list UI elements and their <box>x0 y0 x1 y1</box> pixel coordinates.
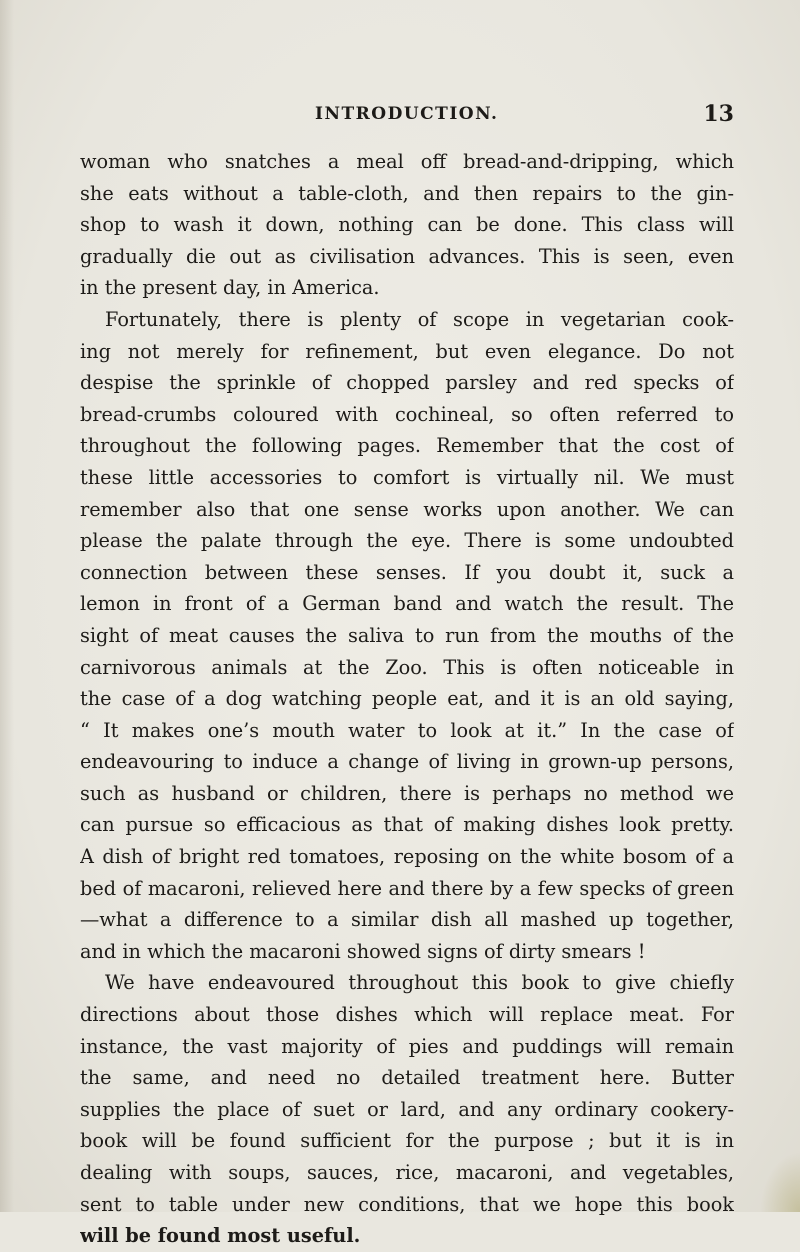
text-line: “ It makes one’s mouth water to look at it.” In the case of <box>80 718 734 742</box>
text-line: please the palate through the eye. There is some undoubted <box>80 529 734 553</box>
text-line: bread-crumbs coloured with cochineal, so often referred to <box>80 402 734 426</box>
text-line: remember also that one sense works upon another. We can <box>80 497 734 521</box>
text-line: bed of macaroni, relieved here and there by a few specks of green <box>80 876 734 900</box>
text-line: gradually die out as civilisation advances. This is seen, even <box>80 244 734 268</box>
text-line: can pursue so efficacious as that of making dishes look pretty. <box>80 813 734 837</box>
text-line: dealing with soups, sauces, rice, macaroni, and vegetables, <box>80 1161 734 1184</box>
text-line: and in which the macaroni showed signs of dirty smears ! <box>80 939 646 963</box>
page-number: 13 <box>703 101 734 127</box>
text-line: lemon in front of a German band and watch the result. The <box>80 592 734 616</box>
text-line: supplies the place of suet or lard, and any ordinary cookery- <box>80 1097 734 1121</box>
running-title: INTRODUCTION. <box>315 104 499 124</box>
text-line: sent to table under new conditions, that we hope this book <box>80 1192 734 1216</box>
text-line: We have endeavoured throughout this book to give chiefly <box>105 971 734 995</box>
text-line: will be found most useful. <box>80 1224 361 1248</box>
text-line: in the present day, in America. <box>80 276 380 300</box>
text-line: instance, the vast majority of pies and puddings will remain <box>80 1034 734 1058</box>
text-line: shop to wash it down, nothing can be done. This class will <box>80 213 734 237</box>
text-line: ing not merely for refinement, but even elegance. Do not <box>80 339 734 363</box>
page-gutter-shadow <box>0 0 14 1212</box>
text-line: —what a difference to a similar dish all mashed up together, <box>80 908 734 932</box>
text-line: sight of meat causes the saliva to run from the mouths of the <box>80 623 734 647</box>
text-line: directions about those dishes which will replace meat. For <box>80 1003 734 1027</box>
text-line: throughout the following pages. Remember that the cost of <box>80 434 734 458</box>
text-line: connection between these senses. If you doubt it, suck a <box>80 560 734 584</box>
body-text <box>80 146 734 1252</box>
page-corner-stain <box>760 1152 800 1212</box>
text-line: the case of a dog watching people eat, and it is an old saying, <box>80 687 734 711</box>
running-head <box>80 101 734 130</box>
text-line: the same, and need no detailed treatment here. Butter <box>80 1066 734 1090</box>
text-line: woman who snatches a meal off bread-and-dripping, which <box>80 150 734 173</box>
text-line: these little accessories to comfort is virtually nil. We must <box>80 465 734 489</box>
text-line: book will be found sufficient for the purpose ; but it is in <box>80 1129 734 1153</box>
text-line: carnivorous animals at the Zoo. This is often noticeable in <box>80 655 734 679</box>
text-line: she eats without a table-cloth, and then repairs to the gin- <box>80 181 734 205</box>
text-line: despise the sprinkle of chopped parsley and red specks of <box>80 371 734 395</box>
text-line: Fortunately, there is plenty of scope in vegetarian cook- <box>105 307 734 331</box>
text-line: A dish of bright red tomatoes, reposing on the white bosom of a <box>80 845 734 869</box>
text-line: endeavouring to induce a change of living in grown-up persons, <box>80 750 734 774</box>
text-line: such as husband or children, there is perhaps no method we <box>80 781 734 805</box>
